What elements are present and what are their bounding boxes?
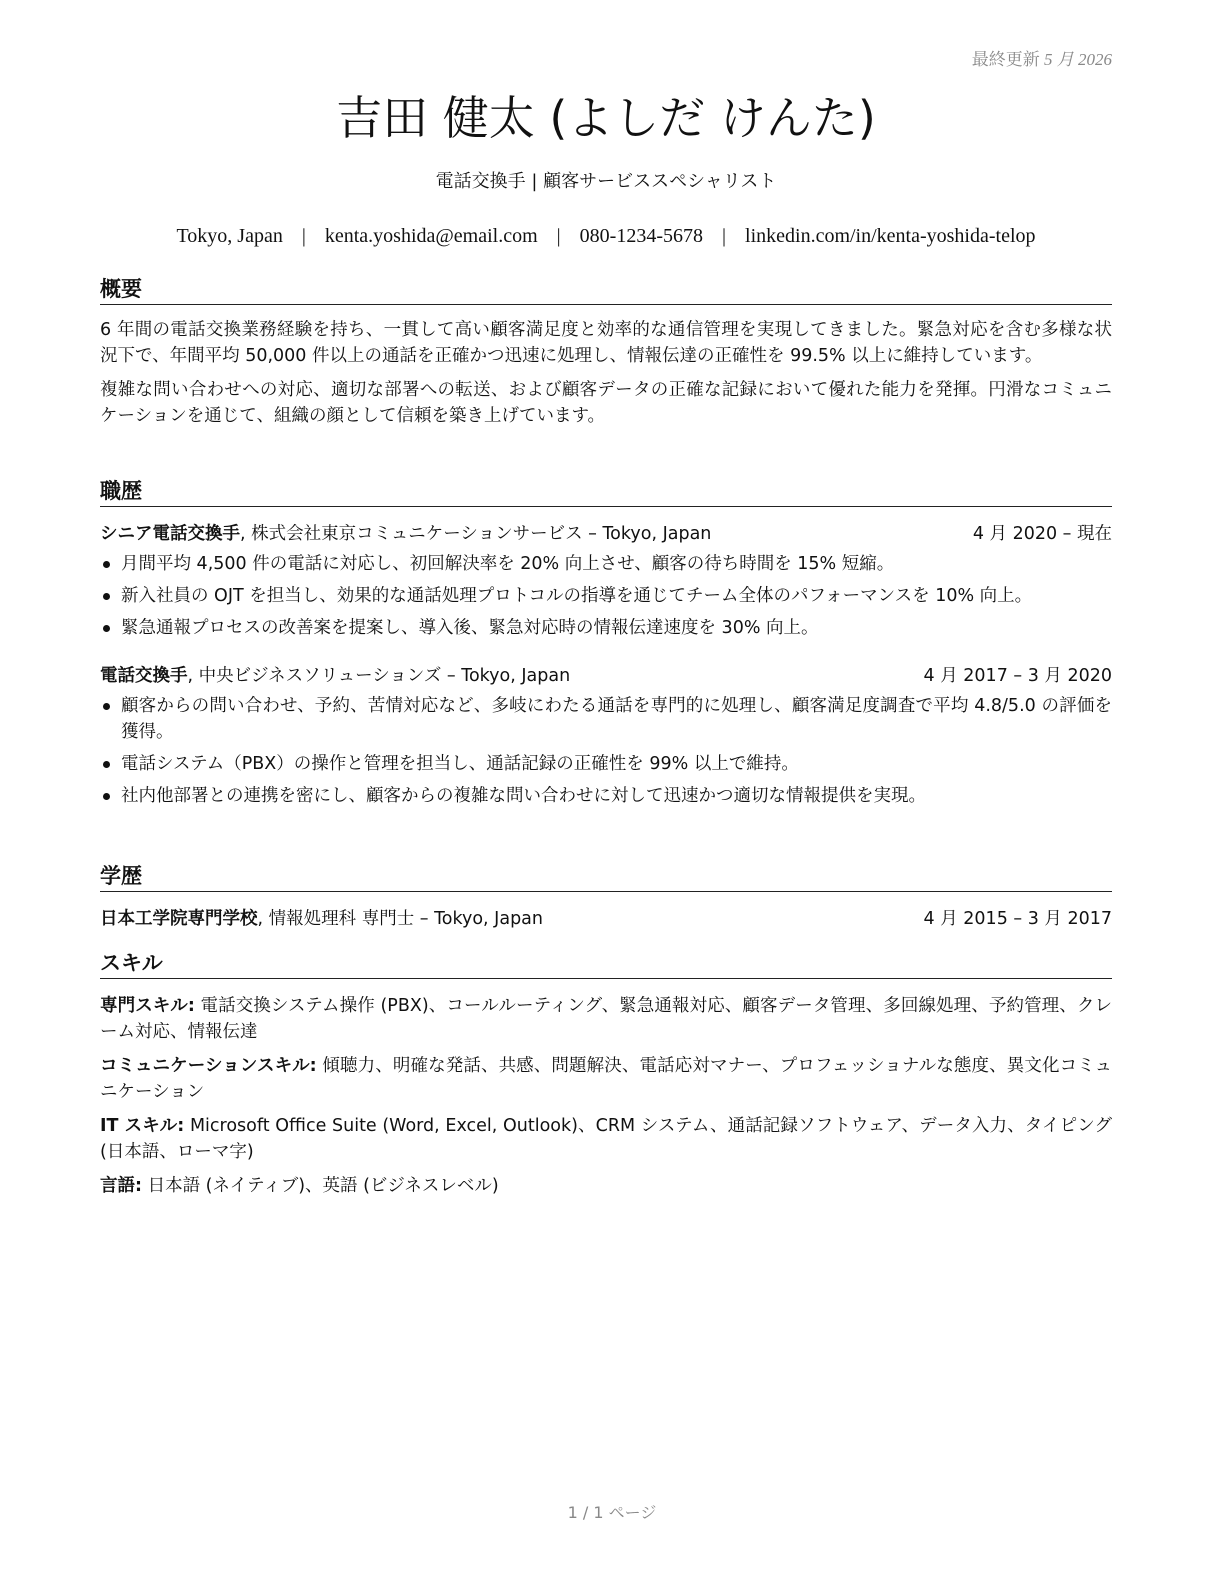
job-entry <box>100 663 1112 809</box>
job-header <box>100 663 1112 689</box>
section-title-education: 学歴 <box>100 863 1112 892</box>
summary-paragraph: 6 年間の電話交換業務経験を持ち、一貫して高い顧客満足度と効率的な通信管理を実現してきました。緊急対応を含む多様な状況下で、年間平均 50,000 件以上の通話を正確かつ迅速に処理し、情報伝達の正確性を 99.5% 以上に維持しています。 <box>100 320 1112 366</box>
skill-line <box>100 1173 1112 1199</box>
job-bullets <box>100 551 1112 641</box>
education-section <box>100 863 1112 932</box>
contact-email[interactable]: kenta.yoshida@email.com <box>324 225 538 247</box>
job-company: , 株式会社東京コミュニケーションサービス – Tokyo, Japan <box>240 524 712 544</box>
experience-section <box>100 478 1112 809</box>
education-detail: , 情報処理科 専門士 – Tokyo, Japan <box>257 909 543 929</box>
job-title-tagline: 電話交換手 | 顧客サービススペシャリスト <box>435 171 777 192</box>
skill-label: 言語: <box>100 1176 142 1196</box>
list-item: 社内他部署との連携を密にし、顧客からの複雑な問い合わせに対して迅速かつ適切な情報提供を実現。 <box>100 783 1112 809</box>
education-school: 日本工学院専門学校 <box>100 909 258 929</box>
contact-separator: | <box>301 225 306 247</box>
job-dates: 4 月 2020 – 現在 <box>972 524 1112 544</box>
contact-line <box>100 224 1112 248</box>
contact-phone[interactable]: 080-1234-5678 <box>579 225 703 247</box>
list-item: 顧客からの問い合わせ、予約、苦情対応など、多岐にわたる通話を専門的に処理し、顧客満足度調査で平均 4.8/5.0 の評価を獲得。 <box>100 693 1112 745</box>
list-item: 新入社員の OJT を担当し、効果的な通話処理プロトコルの指導を通じてチーム全体のパフォーマンスを 10% 向上。 <box>100 583 1112 609</box>
skill-text: 傾聴力、明確な発話、共感、問題解決、電話応対マナー、プロフェッショナルな態度、異文化コミュニケーション <box>100 1056 1112 1102</box>
summary-section <box>100 276 1112 429</box>
education-entry <box>100 906 1112 932</box>
job-entry <box>100 521 1112 641</box>
section-title-summary: 概要 <box>100 276 1112 305</box>
skill-text: 電話交換システム操作 (PBX)、コールルーティング、緊急通報対応、顧客データ管理、多回線処理、予約管理、クレーム対応、情報伝達 <box>100 996 1112 1042</box>
skill-label: IT スキル: <box>100 1116 185 1136</box>
education-heading <box>100 906 543 932</box>
skill-text: Microsoft Office Suite (Word, Excel, Outlook)、CRM システム、通話記録ソフトウェア、データ入力、タイピング (日本語、ローマ字) <box>100 1116 1112 1162</box>
job-heading <box>100 521 711 547</box>
job-bullets <box>100 693 1112 809</box>
skill-line <box>100 993 1112 1045</box>
contact-location: Tokyo, Japan <box>176 225 283 247</box>
contact-separator: | <box>722 225 727 247</box>
last-updated <box>972 45 1112 70</box>
education-dates: 4 月 2015 – 3 月 2017 <box>923 909 1112 929</box>
contact-separator: | <box>556 225 561 247</box>
job-company: , 中央ビジネスソリューションズ – Tokyo, Japan <box>187 666 571 686</box>
last-updated-label: 最終更新 <box>971 50 1040 69</box>
skill-text: 日本語 (ネイティブ)、英語 (ビジネスレベル) <box>142 1176 499 1196</box>
skill-line <box>100 1113 1112 1165</box>
job-role: 電話交換手 <box>100 666 188 686</box>
skill-label: コミュニケーションスキル: <box>100 1056 317 1076</box>
job-role: シニア電話交換手 <box>100 524 240 544</box>
page-title: 吉田 健太 (よしだ けんた) <box>336 91 876 145</box>
job-dates: 4 月 2017 – 3 月 2020 <box>923 666 1112 686</box>
section-title-skills: スキル <box>100 950 1112 979</box>
job-heading <box>100 663 570 689</box>
skill-label: 専門スキル: <box>100 996 195 1016</box>
summary-paragraph: 複雑な問い合わせへの対応、適切な部署への転送、および顧客データの正確な記録において優れた能力を発揮。円滑なコミュニケーションを通じて、組織の顔として信頼を築き上げています。 <box>100 380 1112 426</box>
job-header <box>100 521 1112 547</box>
list-item: 月間平均 4,500 件の電話に対応し、初回解決率を 20% 向上させ、顧客の待ち時間を 15% 短縮。 <box>100 551 1112 577</box>
skill-line <box>100 1053 1112 1105</box>
list-item: 緊急通報プロセスの改善案を提案し、導入後、緊急対応時の情報伝達速度を 30% 向上。 <box>100 615 1112 641</box>
skills-section <box>100 950 1112 1199</box>
contact-linkedin[interactable]: linkedin.com/in/kenta-yoshida-telop <box>745 225 1036 247</box>
page-number: 1 / 1 ページ <box>567 1503 657 1522</box>
section-title-experience: 職歴 <box>100 478 1112 507</box>
last-updated-date: 5 月 2026 <box>1044 50 1112 69</box>
list-item: 電話システム（PBX）の操作と管理を担当し、通話記録の正確性を 99% 以上で維持。 <box>100 751 1112 777</box>
